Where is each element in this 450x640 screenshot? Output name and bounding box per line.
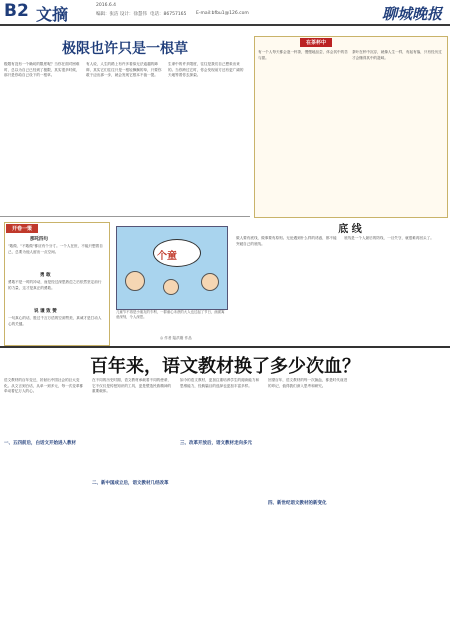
cartoon-title: 个童 <box>157 251 177 262</box>
article1-col3: 生命中的许多限度，往往是我们自己想象出来的。当你跨过它时，你会发现前方还有更广阔的天地等着你去探索。 <box>168 62 244 78</box>
box2-col2: 底线是一个人最后的防线，一旦失守，就很难再回头了。 <box>344 236 434 240</box>
article2-sub1: 一、五四前后，白话文开始进入教材 <box>4 441 76 446</box>
page-number: B2 <box>4 1 29 21</box>
phone: 电话：86757165 <box>150 12 187 17</box>
article1-col2: 有人说，人生的路上有许多看似无法逾越的障碍，其实它们往往只是一根轻飘飘的草，只要你敢于迈出那一步，就会发现它根本不值一提。 <box>86 62 162 78</box>
article1-col1: 极限有没有一个确切的限度呢？当你在面对困难时，总以为自己已经到了极限，其实很多时候，那只是你给自己设下的一根草。 <box>4 62 80 78</box>
sidebar-label: 开卷一策 <box>6 224 38 233</box>
cartoon-figure <box>201 273 219 291</box>
article2-col2: 在不同的历史时期，语文教材承载着不同的使命，它不仅仅是传授知识的工具，更是塑造民族精神的重要载体。 <box>92 378 172 394</box>
cartoon-caption: 儿童节不再是小朋友的专利，一群童心未泯的大人也过起了节日，画面寓意深刻，令人深思。 <box>116 310 225 320</box>
email: E-mail:bfbu1@126.com <box>196 11 249 16</box>
section-title: 文摘 <box>36 5 69 24</box>
cartoon-image <box>116 226 228 310</box>
sidebar-text3: 一句真心的话，胜过千言万语的空洞赞美，真诚才是打动人心的关键。 <box>8 316 102 326</box>
box1-col1: 有一个人每天都会泡一杯茶，慢慢地品尝，体会其中的苦与甜。 <box>258 50 348 60</box>
newspaper-brand: 聊城晚报 <box>381 5 442 23</box>
editor-credit: 编辑：张洁 设计：徐慧伟 <box>96 12 147 17</box>
article2-col4: 回望百年，语文教材的每一次换血，都是时代前进的印记，值得我们深入思考和研究。 <box>268 378 348 388</box>
sidebar-sub1: 那吒四句 <box>30 237 48 242</box>
article2-sub3: 三、改革开放后，语文教材走向多元 <box>180 441 252 446</box>
sidebar-sub3: 说 谦 致 赞 <box>34 309 57 314</box>
divider <box>0 346 450 348</box>
issue-date: 2016.6.4 <box>96 3 117 8</box>
divider <box>0 216 250 217</box>
cartoon-credit: ◎ 作者 陆洪刚 作品 <box>160 336 192 340</box>
cartoon-figure <box>125 271 145 291</box>
box1-col2: 茶叶在杯中沉浮，就像人生一样，有起有落，只有经历过才会懂得其中的滋味。 <box>352 50 442 60</box>
article2-sub2: 二、新中国成立后，语文教材几经改革 <box>92 481 169 486</box>
page-header <box>0 0 450 26</box>
article2-sub4: 四、新世纪语文教材的新变化 <box>268 501 327 506</box>
article1-title: 极限也许只是一根草 <box>62 41 188 57</box>
sidebar-text2: 勇敢不是一时的冲动，而是经过深思熟虑之后依然坚定前行的力量，这才是真正的勇敢。 <box>8 280 102 290</box>
box1-title: 在茶杯中 <box>300 38 332 47</box>
box2-title: 底 线 <box>338 224 362 235</box>
cartoon-figure <box>163 279 179 295</box>
article2-col1: 语文教材的百年变迁，折射出中国社会的巨大变化。从文言到白话，从单一到多元，每一次变革都牵动着亿万人的心。 <box>4 378 84 394</box>
article2-col3: 如今的语文教材，更加注重培养学生的阅读能力和思维能力，经典篇目的选择也更加丰富多样。 <box>180 378 260 388</box>
box2-col1: 做人要有底线，做事要有原则。无论遇到什么样的诱惑，都不能突破自己的底线。 <box>236 236 337 246</box>
article2-col5 <box>356 378 446 636</box>
sidebar-sub2: 勇 敢 <box>40 273 51 278</box>
sidebar-text1: "敢做、"不敢做"都应有个分寸。一个人在世，不能只想着自己，总要为他人留出一点空间。 <box>8 244 103 254</box>
article2-title: 百年来，语文教材换了多少次血？ <box>90 356 360 377</box>
